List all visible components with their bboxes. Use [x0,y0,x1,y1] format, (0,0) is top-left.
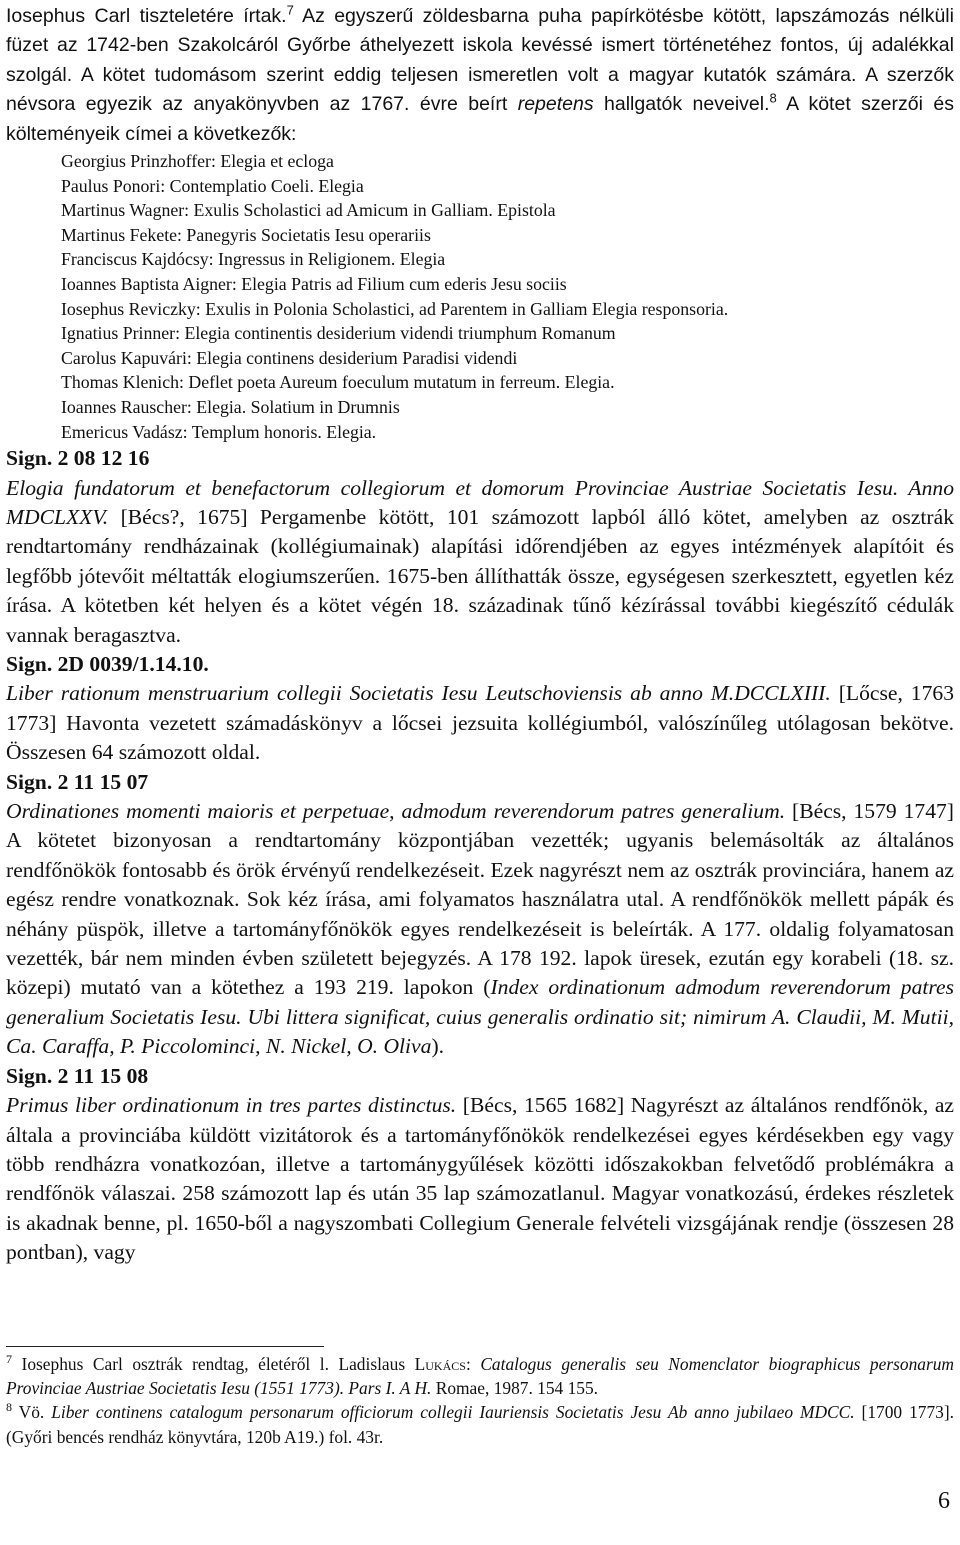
list-item: Iosephus Reviczky: Exulis in Polonia Scholastici, ad Parentem in Galliam Elegia responsoria. [61,298,729,319]
footnote-text: : [465,1354,481,1374]
intro-text-3: A kötet tudomásom szerint eddig teljesen ismeretlen volt a magyar kutatók számára. A szerzők névsora egyezik az anyakönyvben az 1767. évre beírt [6,63,954,116]
list-item: Ioannes Rauscher: Elegia. Solatium in Drumnis [61,396,400,417]
section-body-end: ). [431,1034,445,1059]
page-number: 6 [938,1488,950,1514]
footnote-divider [6,1346,324,1347]
section-paragraph [6,797,954,1062]
work-title: Liber rationum menstruarium collegii Societatis Iesu Leutschoviensis ab anno M.DCCLXIII. [6,681,831,706]
section-paragraph [6,474,954,650]
intro-text-4: hallgatók neveivel. [593,93,770,116]
section-body: [Bécs, 1579 1747] A kötetet bizonyosan a rendtartomány központjában vezették; ugyanis belemásolták az általános rendfőnökök fontosabb és örök érvényű rendelkezéseit. Ezek nagyrészt nem az osztrák provinciára, hanem az egész rendre vonatkoznak. Sok kéz írása, ami folyamatos használatra utal. A rendfőnökök mellett pápák és néhány püspök, illetve a tartományfőnökök egyes rendelkezéseit is beleírták. A 177. oldalig folyamatosan vezették, bár nem minden évben született bejegyzés. A 178 192. lapok üresek, ezután egy korabeli (18. sz. közepi) mutató van a kötethez a 193 219. lapokon ( [6,799,955,1000]
list-item: Franciscus Kajdócsy: Ingressus in Religionem. Elegia [61,249,446,270]
author-poem-list [61,149,954,444]
footnote-8 [6,1400,954,1448]
footnote-number: 7 [6,1352,12,1367]
intro-paragraph [6,2,954,149]
footnote-number: 8 [6,1400,12,1415]
footnotes [6,1352,954,1449]
document-page [6,0,954,1268]
section-2d-0039 [6,650,954,768]
repetens-italic: repetens [517,93,594,116]
footnote-text: Iosephus Carl osztrák rendtag, életéről l. Ladislaus L [12,1354,426,1374]
signature-heading: Sign. 2 11 15 08 [6,1063,149,1088]
intro-text-1: Iosephus Carl tiszteletére írtak. [6,5,287,27]
footnote-title: Catalogus generalis seu Nomenclator biographicus personarum Provinciae Austriae Societatis Iesu (1551 1773). Pars I. A H. [6,1354,954,1399]
list-item: Georgius Prinzhoffer: Elegia et ecloga [61,151,334,172]
intro-text-5: A kötet szerzői és költeményeik címei a következők: [6,93,954,145]
section-paragraph [6,679,954,767]
footnote-ref-7[interactable]: 7 [286,2,294,18]
signature-heading: Sign. 2D 0039/1.14.10. [6,652,209,676]
list-item: Carolus Kapuvári: Elegia continens desiderium Paradisi videndi [61,347,518,368]
list-item: Martinus Fekete: Panegyris Societatis Iesu operariis [61,224,431,245]
section-paragraph [6,1091,954,1267]
section-2-11-15-08 [6,1062,954,1268]
section-2-11-15-07 [6,768,954,1062]
signature-heading: Sign. 2 08 12 16 [6,446,150,471]
section-2-08-12-16 [6,444,954,650]
footnote-text: [1700 1773]. (Győri bencés rendház könyvtára, 120b A19.) fol. 43r. [6,1402,954,1447]
intro-text-2: Az egyszerű zöldesbarna puha papírkötésbe kötött, lapszámozás nélküli füzet az 1742-ben Szakolcáról Győrbe áthelyezett iskola kevéssé ismert történetéhez fontos, új adalékkal szolgál. [6,5,954,86]
list-item: Martinus Wagner: Exulis Scholastici ad Amicum in Galliam. Epistola [61,200,556,221]
section-body: [Bécs?, 1675] Pergamenbe kötött, 101 számozott lapból álló kötet, amelyben az osztrák rendtartomány rendházainak (kollégiumainak) alapítási időrendjében az egyes intézmények alapítóit és legfőbb jótevőit méltatták elogiumszerűen. 1675-ben állíthatták össze, egységesen szerkesztett, egyetlen kéz írása. A kötetben két helyen és a kötet végén 18. századinak tűnő kézírással további kiegészítő cédulák vannak beragasztva. [6,504,954,647]
list-item: Ignatius Prinner: Elegia continentis desiderium videndi triumphum Romanum [61,323,616,344]
footnote-title: Liber continens catalogum personarum officiorum collegii Iauriensis Societatis Jesu Ab anno jubilaeo MDCC. [51,1402,855,1423]
author-smallcaps: ukács [425,1354,466,1374]
list-item: Paulus Ponori: Contemplatio Coeli. Elegia [61,175,364,196]
section-body: [Bécs, 1565 1682] Nagyrészt az általános rendfőnök, az általa a provinciába küldött vizitátorok és a tartományfőnökök rendelkezései egyes kérdésekben egy vagy több rendházra vonatkozóan, illetve a tartománygyűlések közötti időszakokban felvetődő problémákra a rendfőnök válaszai. 258 számozott lap és után 35 lap számozatlanul. Magyar vonatkozású, érdekes részletek is akadnak benne, pl. 1650-ből a nagyszombati Collegium Generale felvételi vizsgájának rendje (összesen 28 pontban), vagy [6,1093,954,1265]
list-item: Ioannes Baptista Aigner: Elegia Patris ad Filium cum ederis Jesu sociis [61,274,567,294]
work-title: Ordinationes momenti maioris et perpetuae, admodum reverendorum patres generalium. [6,799,786,824]
footnote-text: Romae, 1987. 154 155. [431,1378,599,1399]
work-title: Elogia fundatorum et benefactorum collegiorum et domorum Provinciae Austriae Societatis Iesu. Anno MDCLXXV. [6,475,954,529]
footnote-text: Vö. [12,1402,52,1423]
section-body: [Lőcse, 1763 1773] Havonta vezetett számadáskönyv a lőcsei jezsuita kollégiumból, valószínűleg utólagosan bekötve. Összesen 64 számozott oldal. [6,681,954,765]
footnote-7 [6,1352,954,1400]
list-item: Thomas Klenich: Deflet poeta Aureum foeculum mutatum in ferreum. Elegia. [61,372,615,393]
work-title: Primus liber ordinationum in tres partes distinctus. [6,1093,457,1118]
signature-heading: Sign. 2 11 15 07 [6,769,149,794]
index-title: Index ordinationum admodum reverendorum patres generalium Societatis Iesu. Ubi littera significat, cuius generalis ordinatio sit; nimirum A. Claudii, M. Mutii, Ca. Caraffa, P. Piccolominci, N. Nickel, O. Oliva [6,975,954,1059]
footnote-ref-8[interactable]: 8 [769,90,777,106]
list-item: Emericus Vadász: Templum honoris. Elegia. [61,421,377,442]
